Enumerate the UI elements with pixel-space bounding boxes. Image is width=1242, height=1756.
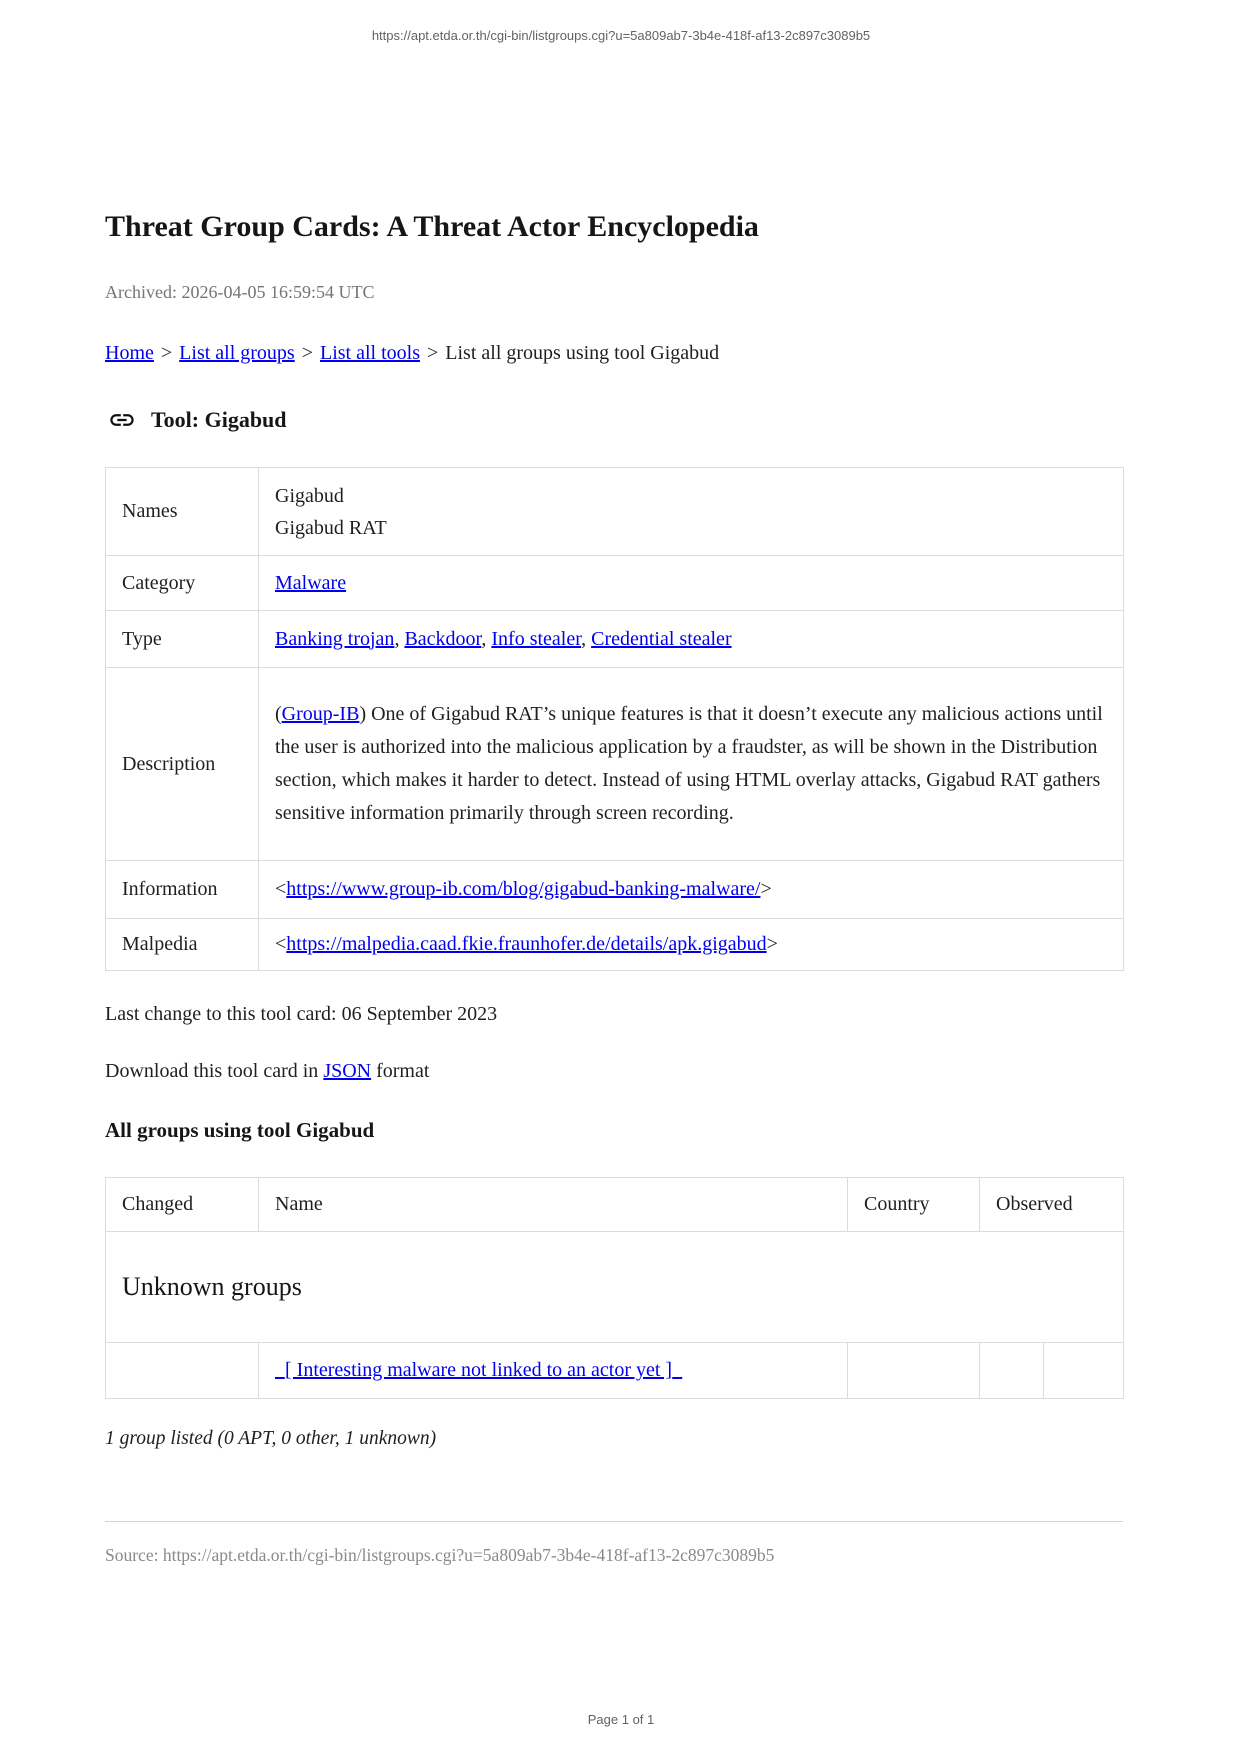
table-row: [106, 1343, 1124, 1399]
table-row: [106, 611, 1124, 668]
information-url-link[interactable]: https://www.group-ib.com/blog/gigabud-banking-malware/: [286, 878, 761, 900]
group-ib-link[interactable]: Group-IB: [281, 703, 360, 725]
groups-table: [105, 1177, 1124, 1399]
group-observed-to-cell: [1044, 1343, 1124, 1399]
archived-timestamp: Archived: 2026-04-05 16:59:54 UTC: [105, 282, 375, 302]
download-line: [105, 1060, 429, 1083]
groups-section-row: [106, 1232, 1124, 1343]
table-row: [106, 468, 1124, 556]
tool-heading-label: Tool: Gigabud: [151, 407, 287, 432]
page-number: Page 1 of 1: [587, 1712, 655, 1727]
breadcrumb-list-all-groups-link[interactable]: List all groups: [179, 342, 295, 364]
breadcrumb-home-link[interactable]: Home: [105, 342, 154, 364]
archive-url-header: https://apt.etda.or.th/cgi-bin/listgroups.cgi?u=5a809ab7-3b4e-418f-af13-2c897c3089b5: [371, 28, 871, 43]
country-column-header: Country: [848, 1178, 980, 1232]
name-column-header: Name: [259, 1178, 848, 1232]
footer-divider: [105, 1521, 1123, 1522]
changed-column-header: Changed: [106, 1178, 259, 1232]
breadcrumb: [105, 342, 719, 365]
category-label: Category: [106, 556, 259, 611]
type-link[interactable]: Backdoor: [404, 627, 482, 650]
type-link[interactable]: Credential stealer: [591, 627, 732, 650]
tool-card-table: [105, 467, 1124, 971]
names-label: Names: [106, 468, 259, 556]
group-country-cell: [848, 1343, 980, 1399]
groups-header-row: [106, 1178, 1124, 1232]
information-value: [259, 861, 1124, 919]
table-row: [106, 556, 1124, 611]
table-row: [106, 861, 1124, 919]
tool-heading: [105, 406, 287, 434]
type-separator: ,: [394, 627, 405, 650]
tool-name: Gigabud: [275, 484, 344, 507]
unknown-group-link[interactable]: _[ Interesting malware not linked to an actor yet ]_: [275, 1359, 683, 1381]
unknown-groups-section-label: Unknown groups: [106, 1232, 1124, 1343]
observed-column-header: Observed: [980, 1178, 1124, 1232]
groups-section-heading: All groups using tool Gigabud: [105, 1118, 375, 1142]
json-download-link[interactable]: JSON: [323, 1060, 372, 1082]
names-value: [259, 468, 1124, 556]
group-observed-from-cell: [980, 1343, 1044, 1399]
group-changed-cell: [106, 1343, 259, 1399]
breadcrumb-separator: >: [427, 342, 439, 364]
last-change-note: Last change to this tool card: 06 September 2023: [105, 1003, 498, 1025]
type-separator: ,: [481, 627, 492, 650]
type-link[interactable]: Info stealer: [491, 627, 582, 650]
description-paren: (: [275, 703, 282, 725]
breadcrumb-separator: >: [301, 342, 313, 364]
description-text: ) One of Gigabud RAT’s unique features is that it doesn’t execute any malicious actions until the user is authorized into the malicious application by a fraudster, as will be shown in the Distribution section, which makes it harder to detect. Instead of using HTML overlay attacks, Gigabud RAT gathers sensitive information primarily through screen recording.: [275, 703, 1103, 824]
category-value: [259, 556, 1124, 611]
type-link[interactable]: Banking trojan: [275, 627, 395, 650]
download-suffix: format: [371, 1060, 430, 1082]
angle-bracket: >: [766, 933, 778, 955]
malpedia-url-link[interactable]: https://malpedia.caad.fkie.fraunhofer.de/details/apk.gigabud: [286, 933, 767, 955]
source-line: Source: https://apt.etda.or.th/cgi-bin/listgroups.cgi?u=5a809ab7-3b4e-418f-af13-2c897c3089b5: [105, 1545, 775, 1565]
breadcrumb-separator: >: [160, 342, 173, 364]
malpedia-label: Malpedia: [106, 919, 259, 971]
type-value: [259, 611, 1124, 668]
breadcrumb-list-all-tools-link[interactable]: List all tools: [320, 342, 420, 364]
breadcrumb-current: List all groups using tool Gigabud: [445, 342, 720, 364]
groups-summary: 1 group listed (0 APT, 0 other, 1 unknown): [105, 1428, 437, 1449]
description-label: Description: [106, 668, 259, 861]
angle-bracket: <: [275, 933, 287, 955]
angle-bracket: <: [275, 878, 287, 900]
table-row: [106, 668, 1124, 861]
group-name-cell: [259, 1343, 848, 1399]
type-label: Type: [106, 611, 259, 668]
download-prefix: Download this tool card in: [105, 1060, 324, 1082]
information-label: Information: [106, 861, 259, 919]
page-title: Threat Group Cards: A Threat Actor Encyclopedia: [105, 210, 759, 243]
table-row: [106, 919, 1124, 971]
tool-name: Gigabud RAT: [275, 516, 387, 539]
link-icon: [105, 406, 139, 434]
malpedia-value: [259, 919, 1124, 971]
angle-bracket: >: [760, 878, 772, 900]
description-value: [259, 668, 1124, 861]
type-separator: ,: [581, 627, 592, 650]
category-malware-link[interactable]: Malware: [275, 571, 347, 594]
